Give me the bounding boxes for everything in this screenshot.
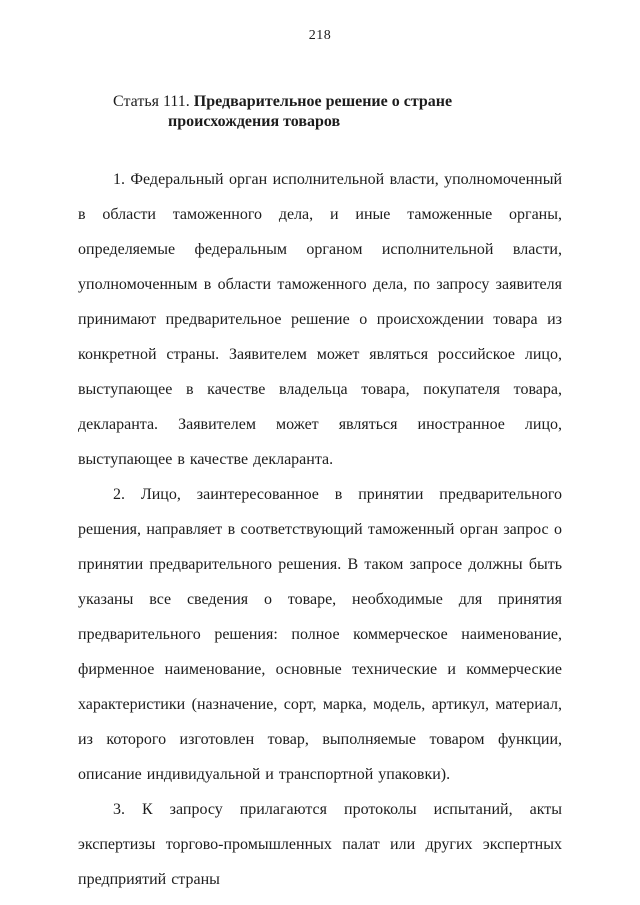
paragraph-1: 1. Федеральный орган исполнительной власти, уполномоченный в области таможенного дела, и иные таможенные органы, определяемые федеральным органом исполнительной власти, уполномоченным в области таможенного дела, по запросу заявителя принимают предварительное решение о происхождении товара из конкретной страны. Заявителем может являться российское лицо, выступающее в качестве владельца товара, покупателя товара, декларанта. Заявителем может являться иностранное лицо, выступающее в качестве декларанта. [78,171,562,468]
article-number: Статья 111. [113,93,194,110]
paragraph-3: 3. К запросу прилагаются протоколы испытаний, акты экспертизы торгово-промышленных палат или других экспертных предприятий страны [78,801,562,888]
page-number: 218 [308,28,332,43]
paragraph-2: 2. Лицо, заинтересованное в принятии предварительного решения, направляет в соответствующий таможенный орган запрос о принятии предварительного решения. В таком запросе должны быть указаны все сведения о товаре, необходимые для принятия предварительного решения: полное коммерческое наименование, фирменное наименование, основные технические и коммерческие характеристики (назначение, сорт, марка, модель, артикул, материал, из которого изготовлен товар, выполняемые товаром функции, описание индивидуальной и транспортной упаковки). [78,486,562,783]
article-heading [78,92,554,132]
article-title: Предварительное решение о стране происхождения товаров [168,93,453,130]
